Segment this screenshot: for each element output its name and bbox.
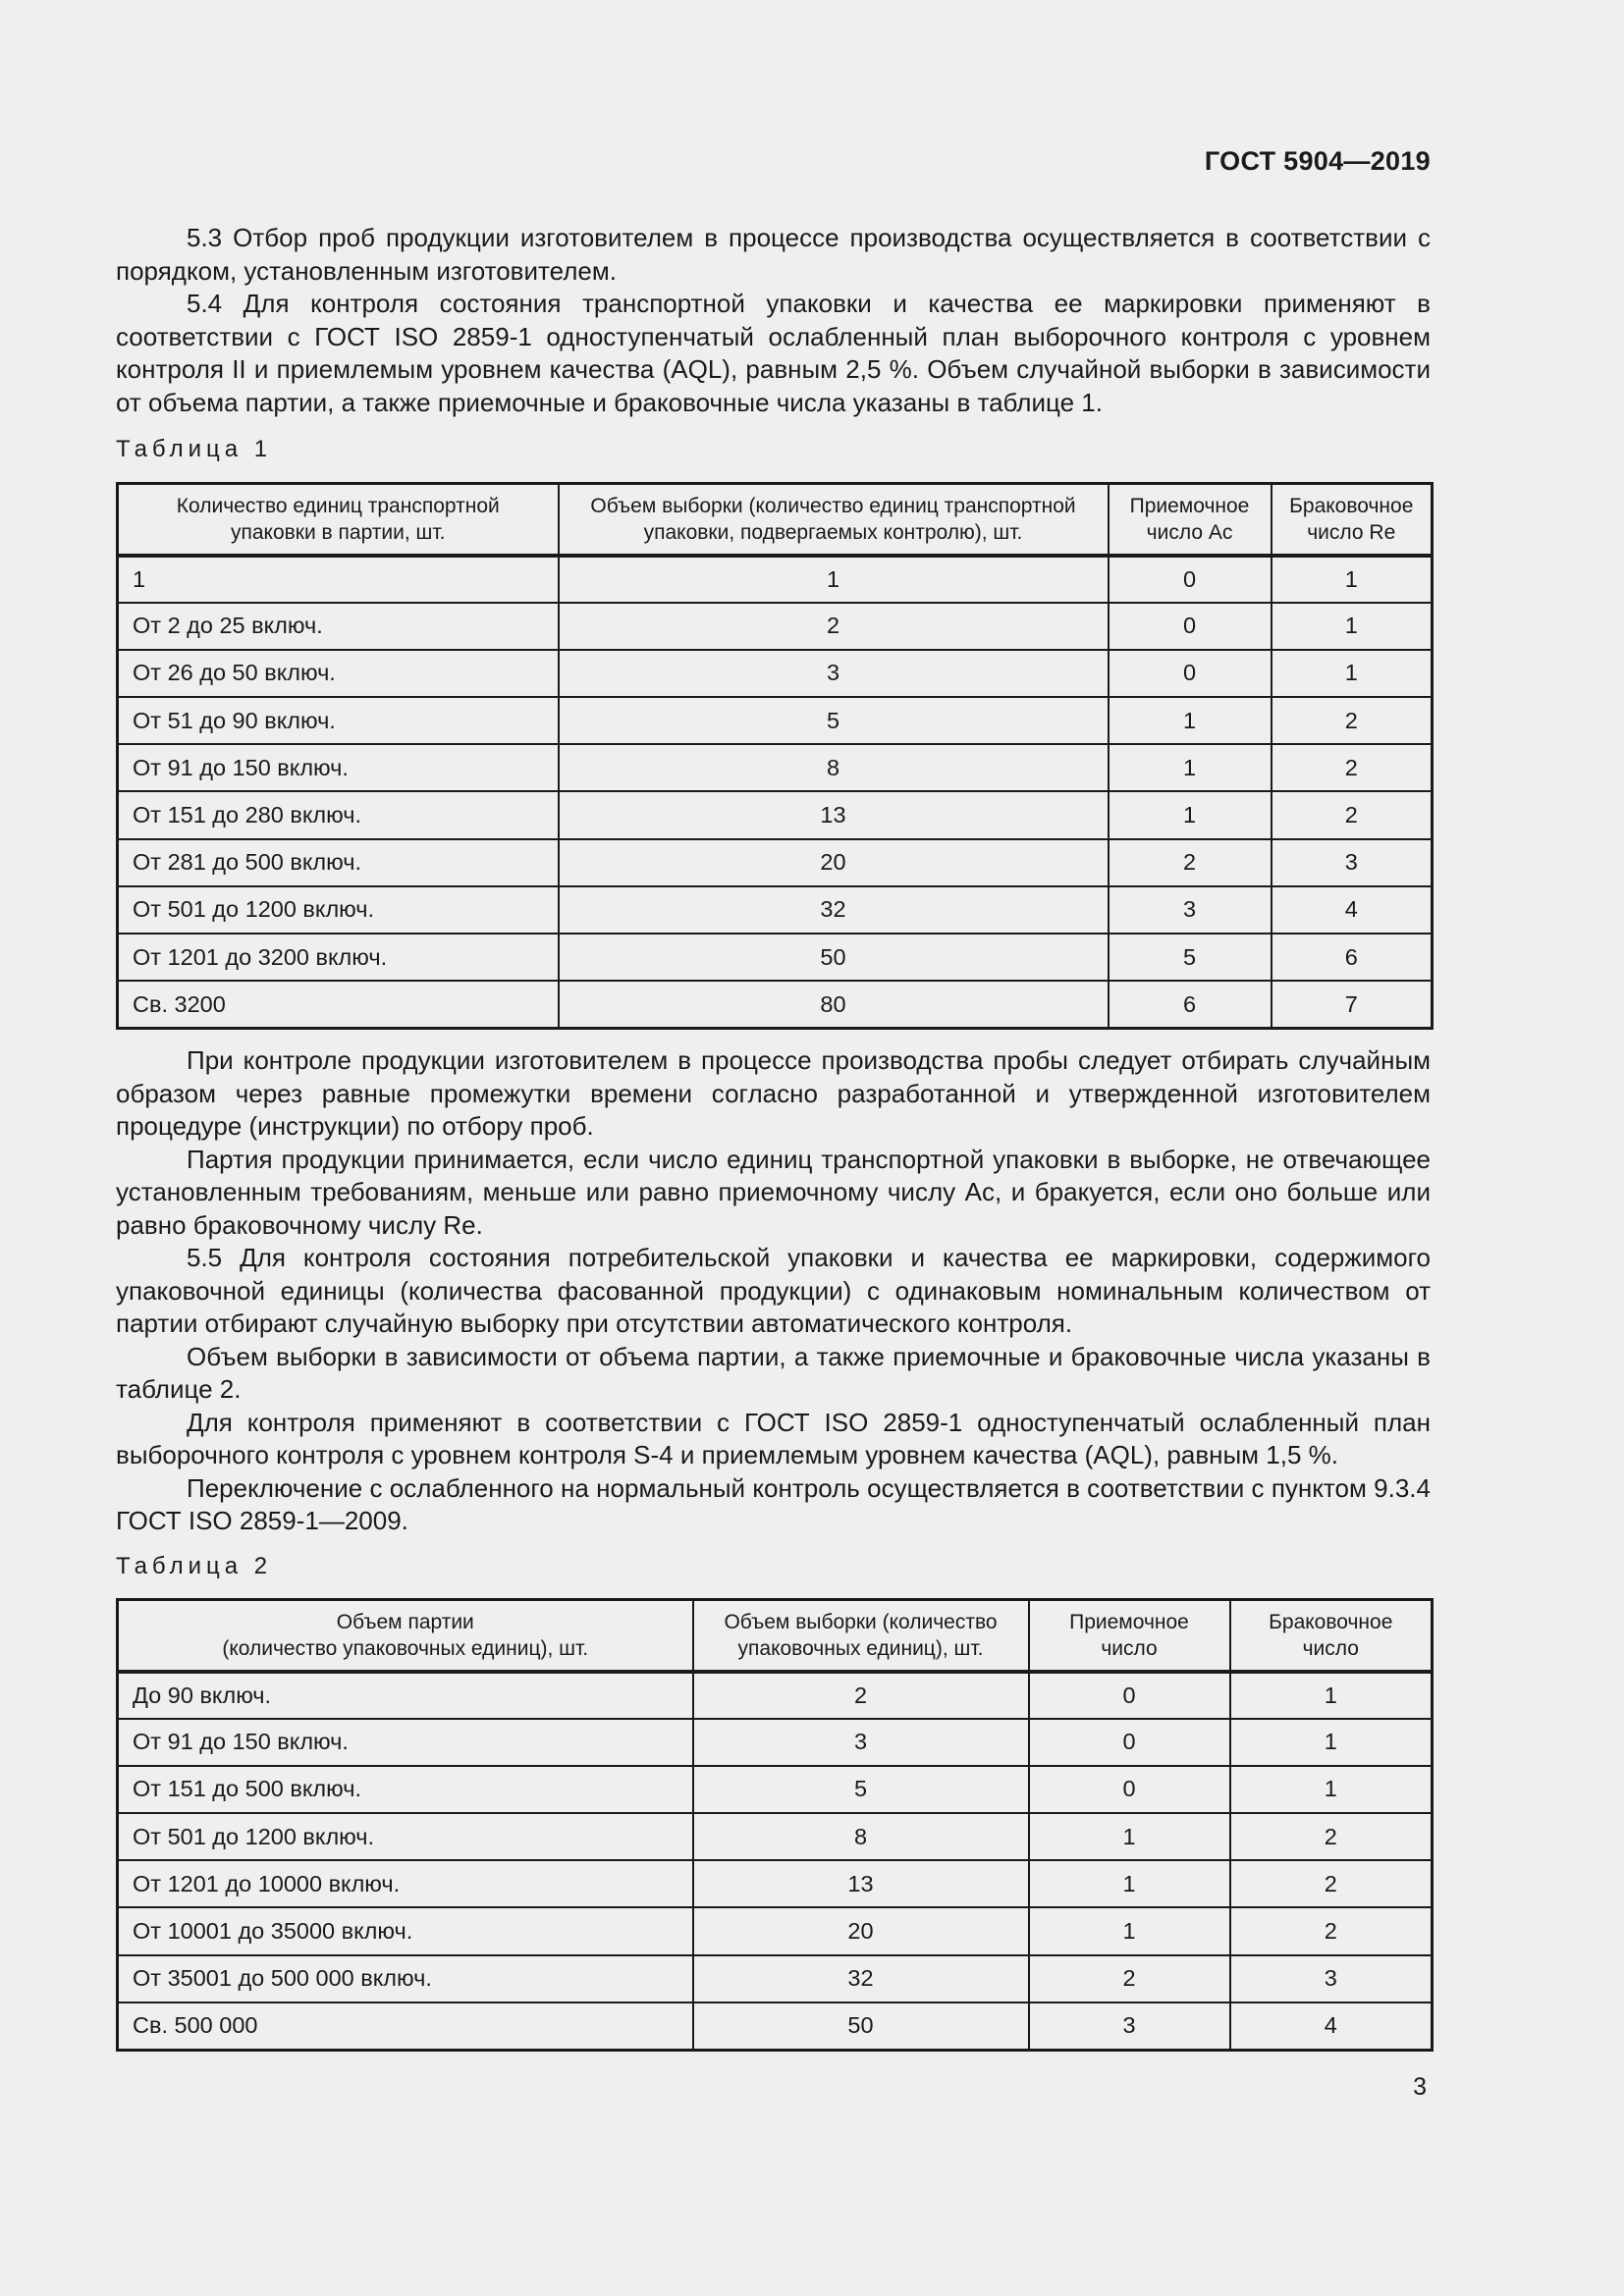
table-row bbox=[118, 1907, 1433, 1954]
table-cell: 2 bbox=[1230, 1813, 1433, 1860]
table-row bbox=[118, 886, 1433, 934]
table-cell: 1 bbox=[1029, 1907, 1230, 1954]
table-cell: 3 bbox=[559, 650, 1109, 697]
table-cell: 13 bbox=[559, 791, 1109, 838]
table-cell: 4 bbox=[1272, 886, 1433, 934]
table-cell: 50 bbox=[693, 2002, 1029, 2050]
table-cell: 0 bbox=[1109, 603, 1272, 650]
table-cell: 1 bbox=[1230, 1719, 1433, 1766]
table-row bbox=[118, 791, 1433, 838]
column-header: Браковочное число bbox=[1230, 1600, 1433, 1672]
table-row bbox=[118, 1860, 1433, 1907]
table-row bbox=[118, 1672, 1433, 1719]
table-cell: 20 bbox=[693, 1907, 1029, 1954]
paragraph: Партия продукции принимается, если число единиц транспортной упаковки в выборке, не отвечающее установленным требованиям, меньше или равно приемочному числу Ac, и бракуется, если оно больше или равно браковочному числу Re. bbox=[116, 1144, 1431, 1240]
column-header: Браковочное число Re bbox=[1272, 484, 1433, 556]
table-cell: 8 bbox=[559, 744, 1109, 791]
table-cell: От 151 до 280 включ. bbox=[118, 791, 559, 838]
column-header: Приемочное число Ac bbox=[1109, 484, 1272, 556]
column-header: Приемочное число bbox=[1029, 1600, 1230, 1672]
column-header: Объем выборки (количество упаковочных единиц), шт. bbox=[693, 1600, 1029, 1672]
table-cell: 1 bbox=[1109, 697, 1272, 744]
table1-caption: Таблица 1 bbox=[116, 436, 273, 462]
table-row bbox=[118, 697, 1433, 744]
table-cell: 6 bbox=[1272, 934, 1433, 981]
table-cell: 5 bbox=[1109, 934, 1272, 981]
table-row bbox=[118, 839, 1433, 886]
table-cell: 2 bbox=[1272, 744, 1433, 791]
table-row bbox=[118, 650, 1433, 697]
header-line: (количество упаковочных единиц), шт. bbox=[222, 1636, 589, 1660]
header-line: Объем партии bbox=[336, 1610, 474, 1633]
paragraph: Объем выборки в зависимости от объема партии, а также приемочные и браковочные числа указаны в таблице 2. bbox=[116, 1341, 1431, 1404]
table-cell: 0 bbox=[1029, 1719, 1230, 1766]
paragraph: 5.3 Отбор проб продукции изготовителем в процессе производства осуществляется в соответствии с порядком, установленным изготовителем. bbox=[116, 223, 1431, 286]
table-cell: 2 bbox=[693, 1672, 1029, 1719]
table-row bbox=[118, 934, 1433, 981]
table-header-row bbox=[118, 484, 1433, 556]
table-cell: 5 bbox=[559, 697, 1109, 744]
table-row bbox=[118, 1813, 1433, 1860]
table-cell: От 281 до 500 включ. bbox=[118, 839, 559, 886]
table-cell: От 1201 до 3200 включ. bbox=[118, 934, 559, 981]
section-top-text bbox=[116, 222, 1431, 419]
table-cell: 5 bbox=[693, 1766, 1029, 1813]
table-cell: До 90 включ. bbox=[118, 1672, 693, 1719]
table-body bbox=[118, 1672, 1433, 2051]
paragraph: Переключение с ослабленного на нормальный контроль осуществляется в соответствии с пунктом 9.3.4 ГОСТ ISO 2859-1—2009. bbox=[116, 1472, 1431, 1535]
table-cell: 3 bbox=[1029, 2002, 1230, 2050]
table-row bbox=[118, 603, 1433, 650]
document-header: ГОСТ 5904—2019 bbox=[1204, 146, 1431, 176]
section-mid-text bbox=[116, 1044, 1431, 1538]
table-cell: От 2 до 25 включ. bbox=[118, 603, 559, 650]
table-row bbox=[118, 1719, 1433, 1766]
table-cell: 0 bbox=[1109, 650, 1272, 697]
table-cell: 1 bbox=[1029, 1860, 1230, 1907]
table-row bbox=[118, 556, 1433, 603]
table-cell: От 35001 до 500 000 включ. bbox=[118, 1955, 693, 2002]
table-row bbox=[118, 981, 1433, 1028]
table-cell: Св. 500 000 bbox=[118, 2002, 693, 2050]
table-cell: 6 bbox=[1109, 981, 1272, 1028]
paragraph: При контроле продукции изготовителем в процессе производства пробы следует отбирать случайным образом через равные промежутки времени согласно разработанной и утвержденной изготовителем процедуре (инструкции) по отбору проб. bbox=[116, 1045, 1431, 1141]
table-cell: Св. 3200 bbox=[118, 981, 559, 1028]
table-row bbox=[118, 744, 1433, 791]
table-cell: 3 bbox=[1230, 1955, 1433, 2002]
table-cell: 32 bbox=[693, 1955, 1029, 2002]
table-cell: 2 bbox=[1109, 839, 1272, 886]
table-cell: 3 bbox=[1109, 886, 1272, 934]
table-cell: 2 bbox=[559, 603, 1109, 650]
table-cell: 0 bbox=[1029, 1672, 1230, 1719]
table-header-row bbox=[118, 1600, 1433, 1672]
table-row bbox=[118, 1766, 1433, 1813]
table-cell: 3 bbox=[693, 1719, 1029, 1766]
paragraph: 5.4 Для контроля состояния транспортной упаковки и качества ее маркировки применяют в соответствии с ГОСТ ISO 2859-1 одноступенчатый ослабленный план выборочного контроля с уровнем контроля II и приемлемым уровнем качества (AQL), равным 2,5 %. Объем случайной выборки в зависимости от объема партии, а также приемочные и браковочные числа указаны в таблице 1. bbox=[116, 289, 1431, 417]
table-cell: 1 bbox=[559, 556, 1109, 603]
table-cell: 7 bbox=[1272, 981, 1433, 1028]
table-cell: 0 bbox=[1029, 1766, 1230, 1813]
table-cell: 1 bbox=[1109, 791, 1272, 838]
page-number: 3 bbox=[1413, 2073, 1427, 2101]
table-cell: От 501 до 1200 включ. bbox=[118, 886, 559, 934]
table-cell: 1 bbox=[1109, 744, 1272, 791]
table-cell: 1 bbox=[1230, 1766, 1433, 1813]
table-cell: 1 bbox=[1029, 1813, 1230, 1860]
table-cell: 13 bbox=[693, 1860, 1029, 1907]
table-row bbox=[118, 2002, 1433, 2050]
paragraph: Для контроля применяют в соответствии с ГОСТ ISO 2859-1 одноступенчатый ослабленный план выборочного контроля с уровнем контроля S-4 и приемлемым уровнем качества (AQL), равным 1,5 %. bbox=[116, 1407, 1431, 1469]
table-2 bbox=[116, 1598, 1434, 2052]
table-cell: От 10001 до 35000 включ. bbox=[118, 1907, 693, 1954]
table-cell: 1 bbox=[1230, 1672, 1433, 1719]
column-header: Объем выборки (количество единиц транспортной упаковки, подвергаемых контролю), шт. bbox=[559, 484, 1109, 556]
table-cell: От 1201 до 10000 включ. bbox=[118, 1860, 693, 1907]
table-cell: 50 bbox=[559, 934, 1109, 981]
table-cell: 1 bbox=[1272, 556, 1433, 603]
table-cell: От 91 до 150 включ. bbox=[118, 744, 559, 791]
paragraph: 5.5 Для контроля состояния потребительской упаковки и качества ее маркировки, содержимого упаковочной единицы (количества фасованной продукции) с одинаковым номинальным количеством от партии отбирают случайную выборку при отсутствии автоматического контроля. bbox=[116, 1243, 1431, 1338]
table-cell: 2 bbox=[1272, 791, 1433, 838]
table-cell: 20 bbox=[559, 839, 1109, 886]
table-cell: От 91 до 150 включ. bbox=[118, 1719, 693, 1766]
table-cell: От 151 до 500 включ. bbox=[118, 1766, 693, 1813]
column-header: Количество единиц транспортной упаковки в партии, шт. bbox=[118, 484, 559, 556]
table-cell: 8 bbox=[693, 1813, 1029, 1860]
table-cell: 0 bbox=[1109, 556, 1272, 603]
table-cell: От 51 до 90 включ. bbox=[118, 697, 559, 744]
table-cell: 1 bbox=[118, 556, 559, 603]
table-cell: 2 bbox=[1029, 1955, 1230, 2002]
table-cell: От 26 до 50 включ. bbox=[118, 650, 559, 697]
column-header bbox=[118, 1600, 693, 1672]
table-1 bbox=[116, 482, 1434, 1030]
table-cell: 1 bbox=[1272, 603, 1433, 650]
table-cell: 2 bbox=[1272, 697, 1433, 744]
table-cell: 4 bbox=[1230, 2002, 1433, 2050]
table-row bbox=[118, 1955, 1433, 2002]
table-cell: 2 bbox=[1230, 1860, 1433, 1907]
table-cell: 1 bbox=[1272, 650, 1433, 697]
table-cell: От 501 до 1200 включ. bbox=[118, 1813, 693, 1860]
table-body bbox=[118, 556, 1433, 1029]
table-cell: 2 bbox=[1230, 1907, 1433, 1954]
table-cell: 80 bbox=[559, 981, 1109, 1028]
table-cell: 3 bbox=[1272, 839, 1433, 886]
table-cell: 32 bbox=[559, 886, 1109, 934]
table2-caption: Таблица 2 bbox=[116, 1553, 273, 1579]
